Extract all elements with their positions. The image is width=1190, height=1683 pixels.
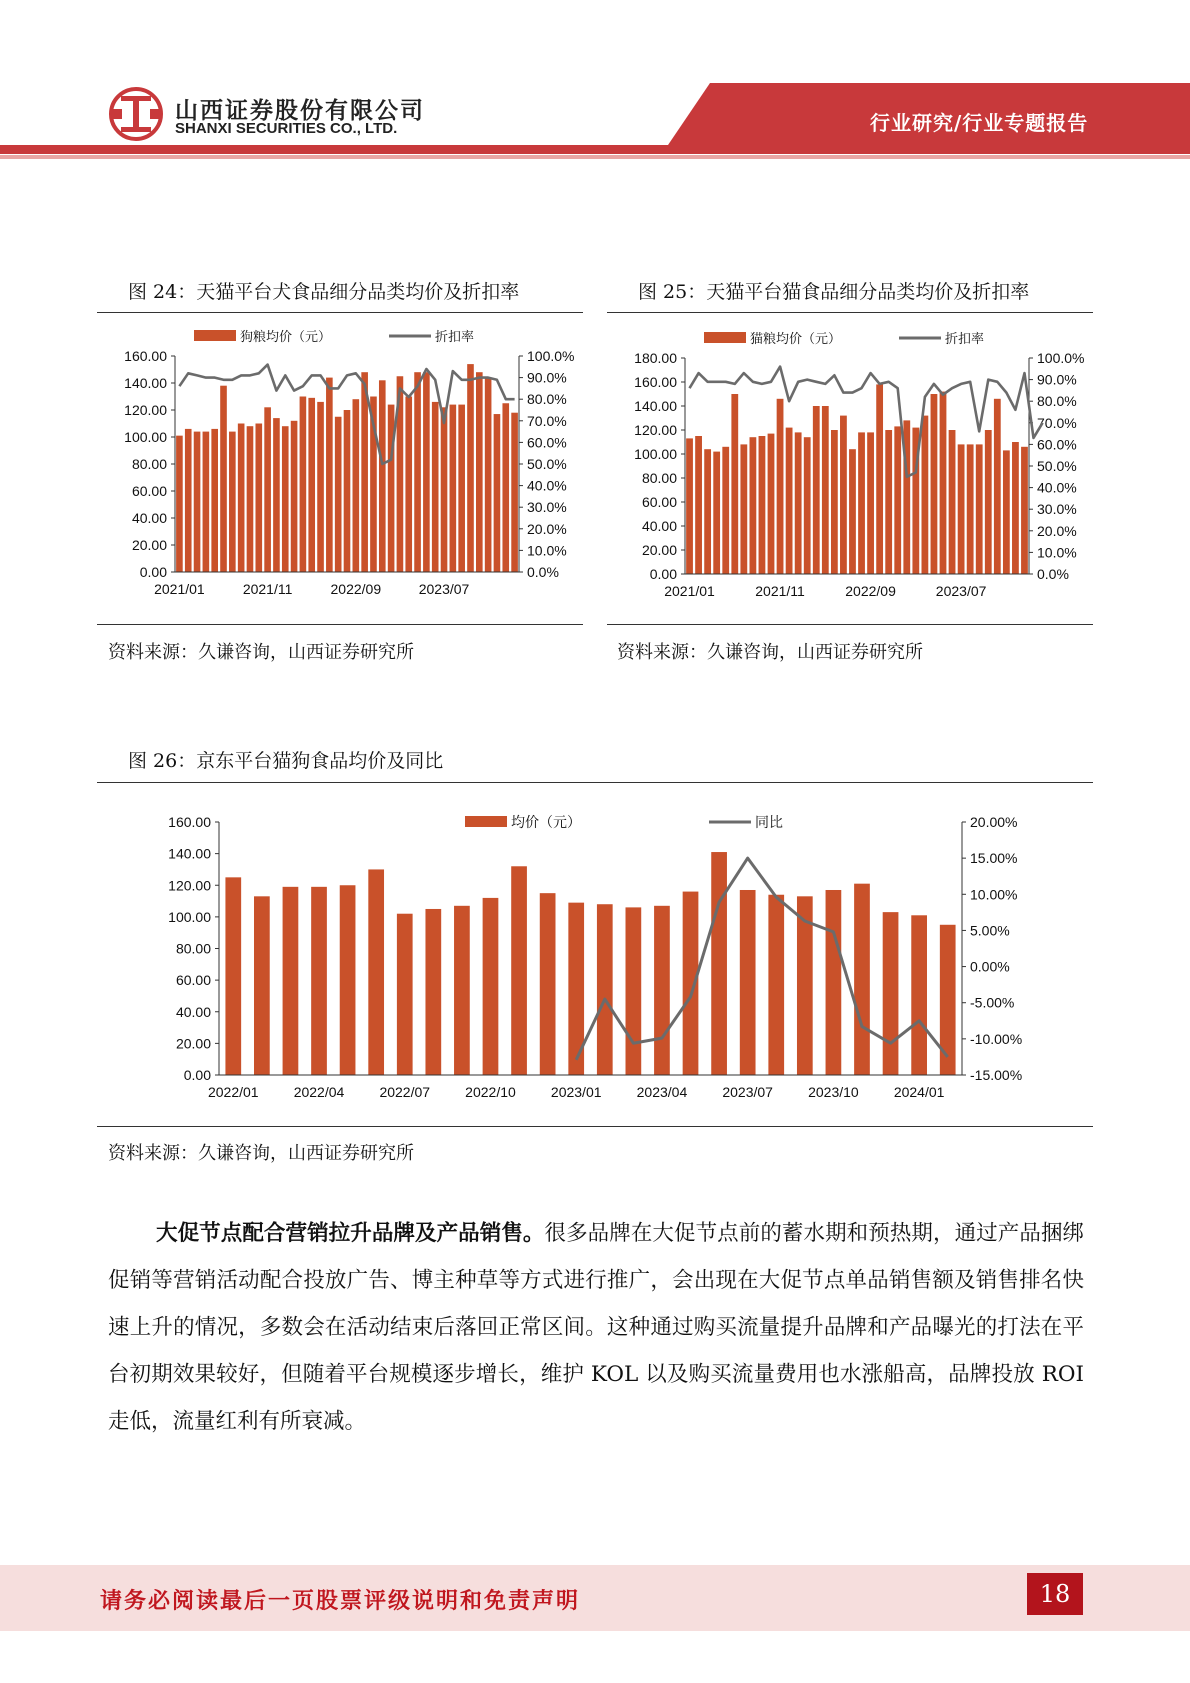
bar xyxy=(540,893,556,1075)
bar xyxy=(826,890,842,1075)
bar xyxy=(822,406,829,574)
bar xyxy=(876,384,883,574)
y-right-tick-label: 40.0% xyxy=(1037,479,1077,496)
y-right-tick-label: -15.00% xyxy=(970,1067,1023,1083)
y-left-tick-label: 40.00 xyxy=(641,518,677,534)
bar xyxy=(397,914,413,1075)
bar xyxy=(949,430,956,574)
bar xyxy=(768,895,784,1075)
bar xyxy=(335,417,342,572)
y-right-tick-label: 50.0% xyxy=(1037,458,1077,474)
bar xyxy=(247,426,254,572)
bar xyxy=(759,436,766,574)
legend-bar-swatch xyxy=(704,332,746,343)
y-right-tick-label: 80.0% xyxy=(1037,393,1077,410)
header-band xyxy=(0,0,1190,165)
y-left-tick-label: 0.00 xyxy=(649,566,677,582)
y-left-tick-label: 140.00 xyxy=(168,845,211,862)
y-left-tick-label: 100.00 xyxy=(124,429,167,445)
company-logo-icon xyxy=(111,89,161,139)
y-right-tick-label: 50.0% xyxy=(527,456,567,472)
y-left-tick-label: 140.00 xyxy=(124,375,167,391)
report-type: 行业研究/行业专题报告 xyxy=(870,111,1089,135)
x-tick-label: 2022/10 xyxy=(465,1084,516,1100)
y-left-tick-label: 60.00 xyxy=(131,483,167,499)
y-right-tick-label: -5.00% xyxy=(970,994,1015,1011)
x-tick-label: 2022/09 xyxy=(845,583,896,599)
bar xyxy=(750,437,757,574)
figure-26-title: 图 26：京东平台猫狗食品均价及同比 xyxy=(128,750,444,772)
y-right-tick-label: 30.0% xyxy=(1037,501,1077,518)
bar xyxy=(722,447,729,574)
bar xyxy=(686,438,693,574)
bar xyxy=(777,399,784,574)
bar xyxy=(308,398,315,572)
y-left-tick-label: 20.00 xyxy=(641,542,677,558)
x-tick-label: 2022/01 xyxy=(207,1084,259,1100)
bar xyxy=(854,884,870,1075)
y-left-tick-label: 20.00 xyxy=(131,537,167,553)
x-tick-label: 2024/01 xyxy=(893,1084,945,1100)
bar xyxy=(813,406,820,574)
bar xyxy=(502,403,509,572)
bar xyxy=(220,386,227,572)
y-right-tick-label: 10.0% xyxy=(1037,544,1077,561)
bar xyxy=(203,432,210,572)
y-right-tick-label: 40.0% xyxy=(527,477,567,494)
bar xyxy=(804,437,811,574)
bar xyxy=(849,449,856,574)
bar xyxy=(786,428,793,574)
x-tick-label: 2021/01 xyxy=(154,581,205,597)
bar xyxy=(273,418,280,572)
figure-26-bottom-rule xyxy=(97,1126,1093,1127)
y-left-tick-label: 120.00 xyxy=(634,422,677,438)
x-tick-label: 2023/07 xyxy=(418,581,470,597)
bar xyxy=(317,402,324,572)
x-tick-label: 2023/01 xyxy=(550,1084,602,1100)
legend-line-label: 折扣率 xyxy=(435,329,475,344)
bar xyxy=(740,444,747,574)
bar xyxy=(176,436,183,572)
y-left-tick-label: 160.00 xyxy=(168,814,211,830)
bar xyxy=(654,906,670,1075)
bar xyxy=(704,449,711,574)
x-tick-label: 2022/07 xyxy=(379,1084,431,1100)
bar xyxy=(185,429,192,572)
bar xyxy=(768,434,775,574)
y-right-tick-label: 100.0% xyxy=(527,348,575,364)
bar xyxy=(194,432,201,572)
y-left-tick-label: 140.00 xyxy=(634,398,677,414)
y-right-tick-label: 0.00% xyxy=(970,958,1010,975)
bar xyxy=(361,372,368,572)
y-right-tick-label: 90.0% xyxy=(527,369,567,386)
bar xyxy=(311,887,327,1075)
legend-bar-label: 猫粮均价（元） xyxy=(750,331,842,346)
bar xyxy=(740,890,756,1075)
bar xyxy=(353,399,360,572)
y-right-tick-label: 10.00% xyxy=(970,886,1018,903)
paragraph-lead: 大促节点配合营销拉升品牌及产品销售。 xyxy=(156,1221,545,1246)
bar xyxy=(379,380,386,572)
bar xyxy=(283,887,299,1075)
x-tick-label: 2021/11 xyxy=(755,583,805,599)
y-right-tick-label: 30.0% xyxy=(527,499,567,516)
figure-25-chart xyxy=(607,314,1093,624)
figure-26-chart xyxy=(97,784,1093,1126)
bar xyxy=(831,430,838,574)
y-right-tick-label: 10.0% xyxy=(527,542,567,559)
bar xyxy=(423,372,430,572)
bar xyxy=(931,394,938,574)
figure-25-title: 图 25：天猫平台猫食品细分品类均价及折扣率 xyxy=(638,281,1030,303)
y-left-tick-label: 80.00 xyxy=(131,456,167,472)
bar xyxy=(885,430,892,574)
bar xyxy=(458,405,465,572)
bar xyxy=(432,402,439,572)
bar xyxy=(940,392,947,574)
y-left-tick-label: 80.00 xyxy=(641,470,677,486)
bar xyxy=(711,852,727,1075)
legend-line-label: 同比 xyxy=(755,814,783,830)
x-tick-label: 2022/09 xyxy=(330,581,382,597)
x-tick-label: 2023/07 xyxy=(722,1084,773,1100)
company-name-en: SHANXI SECURITIES CO., LTD. xyxy=(175,120,398,137)
y-left-tick-label: 60.00 xyxy=(175,972,211,989)
bar xyxy=(414,372,421,572)
footer-disclaimer: 请务必阅读最后一页股票评级说明和免责声明 xyxy=(100,1588,581,1614)
bar xyxy=(255,424,262,573)
paragraph-body: 很多品牌在大促节点前的蓄水期和预热期，通过产品捆绑促销等营销活动配合投放广告、博主种草等方式进行推广，会出现在大促节点单品销售额及销售排名快速上升的情况，多数会在活动结束后落回正常区间。这种通过购买流量提升品牌和产品曝光的打法在平台初期效果较好，但随着平台规模逐步增长，维护 KOL 以及购买流量费用也水涨船高，品牌投放 ROI 走低，流量红利有所衰减。 xyxy=(108,1221,1084,1434)
bar xyxy=(940,925,956,1075)
bar xyxy=(454,906,470,1075)
body-paragraph xyxy=(108,1210,1084,1445)
y-left-tick-label: 0.00 xyxy=(183,1067,211,1083)
bar xyxy=(254,896,270,1075)
y-left-tick-label: 20.00 xyxy=(175,1035,211,1052)
y-left-tick-label: 100.00 xyxy=(634,446,677,462)
x-tick-label: 2021/11 xyxy=(242,581,293,597)
figure-24-chart xyxy=(97,314,583,624)
y-left-tick-label: 120.00 xyxy=(168,877,211,894)
bar xyxy=(388,405,395,572)
bar xyxy=(483,898,499,1075)
bar xyxy=(695,436,702,574)
bar xyxy=(425,909,441,1075)
bar xyxy=(282,426,289,572)
x-tick-label: 2022/04 xyxy=(293,1084,345,1100)
x-tick-label: 2023/10 xyxy=(808,1084,859,1100)
bar xyxy=(211,429,218,572)
bar xyxy=(795,432,802,574)
figure-25-bottom-rule xyxy=(607,624,1093,625)
bar xyxy=(344,410,351,572)
y-left-tick-label: 160.00 xyxy=(124,348,167,364)
legend-bar-label: 狗粮均价（元） xyxy=(240,329,332,344)
bar xyxy=(1021,447,1028,574)
company-name-cn: 山西证券股份有限公司 xyxy=(175,98,425,124)
x-tick-label: 2023/04 xyxy=(636,1084,688,1100)
bar xyxy=(225,877,241,1075)
bar xyxy=(511,413,518,572)
bar xyxy=(340,885,356,1075)
bar xyxy=(994,399,1001,574)
y-left-tick-label: 40.00 xyxy=(131,510,167,526)
legend-bar-label: 均价（元） xyxy=(511,814,581,830)
bar xyxy=(467,364,474,572)
y-right-tick-label: 20.0% xyxy=(527,520,567,537)
y-left-tick-label: 60.00 xyxy=(641,494,677,510)
y-right-tick-label: -10.00% xyxy=(970,1030,1023,1047)
bar xyxy=(511,866,527,1075)
page-number: 18 xyxy=(1027,1573,1083,1615)
bar xyxy=(485,378,492,572)
y-left-tick-label: 180.00 xyxy=(634,350,677,366)
y-right-tick-label: 60.0% xyxy=(1037,436,1077,453)
figure-25-source: 资料来源：久谦咨询，山西证券研究所 xyxy=(617,642,923,663)
figure-26-top-rule xyxy=(97,782,1093,783)
bar xyxy=(441,407,448,572)
bar xyxy=(894,426,901,574)
y-left-tick-label: 100.00 xyxy=(168,908,211,925)
legend-bar-swatch xyxy=(194,330,236,341)
bar xyxy=(731,394,738,574)
bar xyxy=(300,397,307,573)
legend-bar-swatch xyxy=(465,816,507,827)
bar xyxy=(597,904,613,1075)
y-right-tick-label: 80.0% xyxy=(527,391,567,408)
bar xyxy=(883,912,899,1075)
bar xyxy=(626,907,642,1075)
bar xyxy=(858,432,865,574)
bar xyxy=(867,432,874,574)
y-left-tick-label: 80.00 xyxy=(175,940,211,957)
bar xyxy=(985,430,992,574)
bar xyxy=(476,372,483,572)
y-left-tick-label: 120.00 xyxy=(124,402,167,418)
bar xyxy=(911,915,927,1075)
bar xyxy=(1012,442,1019,574)
bar xyxy=(1003,450,1010,574)
bar xyxy=(405,397,412,573)
x-tick-label: 2021/01 xyxy=(664,583,715,599)
bar xyxy=(368,869,384,1075)
x-tick-label: 2023/07 xyxy=(935,583,987,599)
y-left-tick-label: 160.00 xyxy=(634,374,677,390)
bar xyxy=(967,444,974,574)
bar xyxy=(291,421,298,572)
y-left-tick-label: 0.00 xyxy=(139,564,167,580)
y-right-tick-label: 0.0% xyxy=(1037,566,1069,582)
y-left-tick-label: 40.00 xyxy=(175,1003,211,1020)
bar xyxy=(229,432,236,572)
bar xyxy=(450,405,457,572)
y-right-tick-label: 20.0% xyxy=(1037,522,1077,539)
bar xyxy=(840,416,847,574)
y-right-tick-label: 20.00% xyxy=(970,814,1018,830)
y-right-tick-label: 100.0% xyxy=(1037,350,1085,366)
bar xyxy=(238,424,245,573)
figure-26-source: 资料来源：久谦咨询，山西证券研究所 xyxy=(108,1143,414,1164)
figure-25-top-rule xyxy=(607,312,1093,313)
bar xyxy=(326,378,333,572)
figure-24-bottom-rule xyxy=(97,624,583,625)
legend-line-label: 折扣率 xyxy=(945,331,985,346)
y-right-tick-label: 5.00% xyxy=(970,922,1010,939)
y-right-tick-label: 70.0% xyxy=(1037,414,1077,431)
y-right-tick-label: 15.00% xyxy=(970,850,1018,867)
figure-24-source: 资料来源：久谦咨询，山西证券研究所 xyxy=(108,642,414,663)
figure-24-title: 图 24：天猫平台犬食品细分品类均价及折扣率 xyxy=(128,281,520,303)
figure-24-top-rule xyxy=(97,312,583,313)
bar xyxy=(922,416,929,574)
bar xyxy=(958,444,965,574)
y-right-tick-label: 0.0% xyxy=(527,564,559,580)
y-right-tick-label: 70.0% xyxy=(527,412,567,429)
bar xyxy=(264,407,271,572)
bar xyxy=(713,452,720,574)
bar xyxy=(494,414,501,572)
y-right-tick-label: 60.0% xyxy=(527,434,567,451)
bar xyxy=(976,444,983,574)
y-right-tick-label: 90.0% xyxy=(1037,371,1077,388)
